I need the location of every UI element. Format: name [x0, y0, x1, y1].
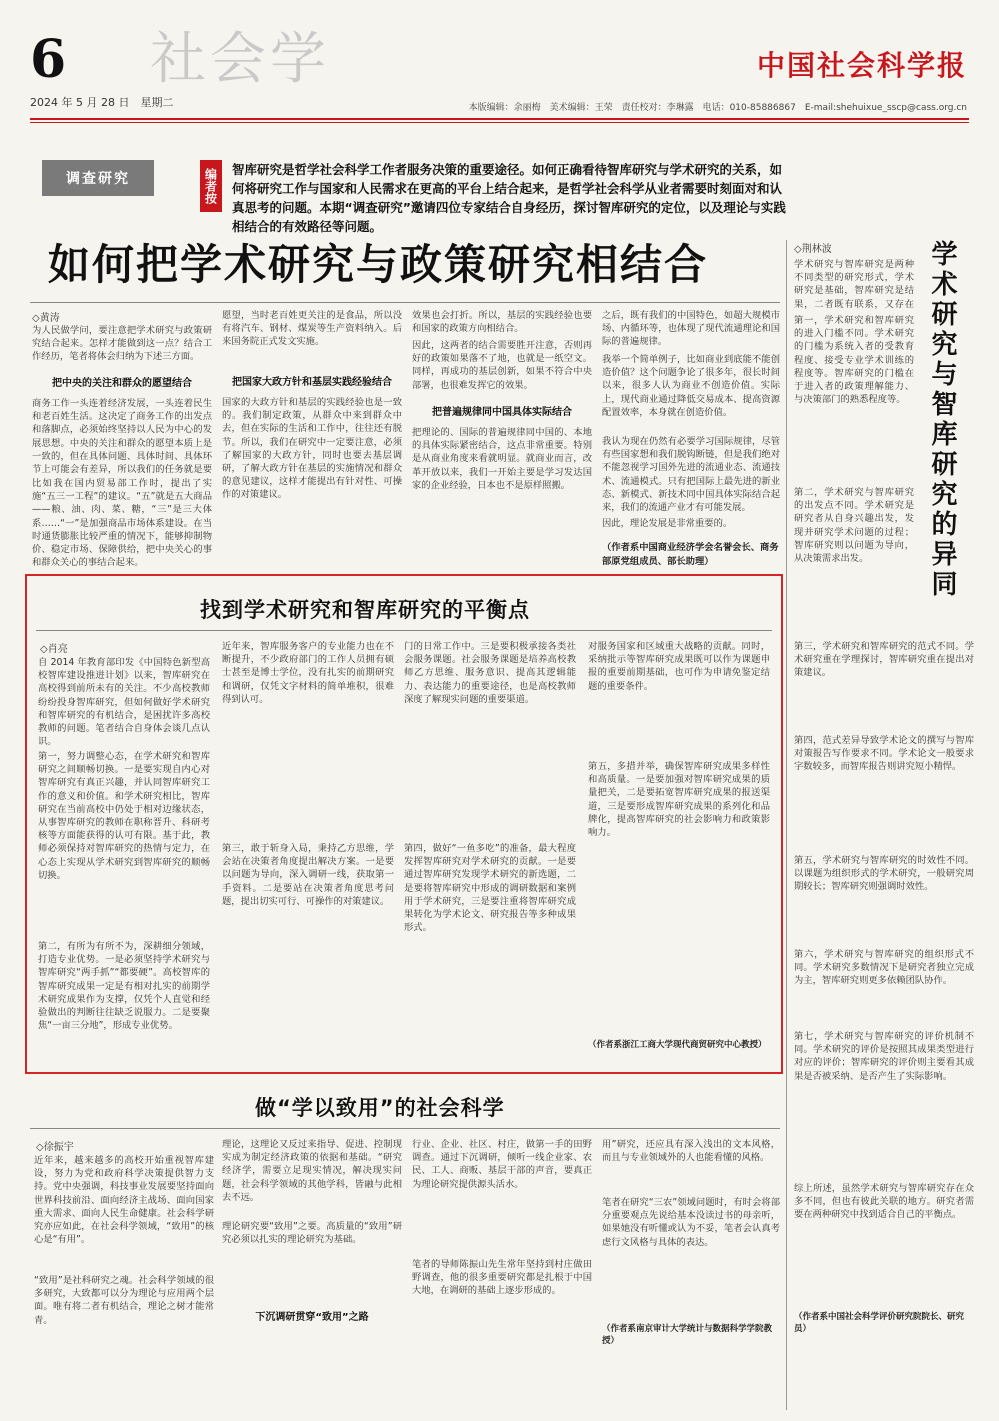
article1-para: 为人民做学问，要注意把学术研究与政策研究结合起来。怎样才能做到这一点？结合工作经历，笔者将体会归纳为下述三方面。	[32, 325, 212, 363]
article3-para: “致用”是社科研究之魂。社会科学领域的很多研究，大致都可以分为理论与应用两个层面。唯有将二者有机结合，理论之树才能常青。	[34, 1275, 214, 1326]
article3-para: 理论研究要“致用”之要。高质量的“致用”研究必须以扎实的理论研究为基础。	[222, 1221, 402, 1246]
article3-col3	[412, 1138, 592, 1376]
article1-headline: 如何把学术研究与政策研究相结合	[48, 240, 709, 289]
article1-subhead: 把中央的关注和群众的愿望结合	[52, 378, 192, 389]
article1-subhead: 把国家大政方针和基层实践经验结合	[232, 377, 392, 388]
masthead-rule	[30, 118, 969, 120]
article4-col-bottom	[794, 640, 974, 1334]
article2-para: 第一，努力调整心态，在学术研究和智库研究之间顺畅切换。一是要实现自内心对智库研究有真正兴趣，并认同智库研究工作的意义和价值。和学术研究相比，智库研究在当前高校中仍处于相对边缘状态，从事智库研究的教师在职称晋升、科研考核等方面能获得的认可有限。基于此，教师必须保持对智库研究的热情与定力，在心态上实现从学术研究到智库研究的顺畅切换。	[38, 751, 210, 881]
article1-col1	[32, 324, 212, 577]
article4-para: 第七，学术研究与智库研究的评价机制不同。学术研究的评价是按照其成果类型进行对应的评价；智库研究的评价则主要看其成果是否被采纳、是否产生了实际影响。	[794, 1031, 974, 1082]
article4-para: 第二，学术研究与智库研究的出发点不同。学术研究是研究者从自身兴趣出发，发现并研究学术问题的过程；智库研究则以问题为导向，从决策需求出发。	[794, 487, 914, 565]
paper-name: 中国社会科学报	[756, 49, 967, 82]
article3-para: 用”研究，还应具有深入浅出的文本风格，而且与专业领域外的人也能看懂的风格。	[602, 1139, 780, 1164]
article1-para: 愿望，当时老百姓更关注的是食品，所以没有将汽车、钢材、煤炭等生产资料纳入。后来国务院正式发文实施。	[222, 310, 402, 348]
article3-col1	[34, 1154, 214, 1374]
article2-para: 第四，做好“一鱼多吃”的准备，最大程度发挥智库研究对学术研究的贡献。一是要通过智库研究发现学术研究的新选题，二是要将智库研究中形成的调研数据和案例用于学术研究，三是要注重将智库研究成果转化为学术论文、研究报告等多种成果形式。	[404, 843, 576, 934]
masthead-rule-thin	[30, 122, 969, 123]
article4-para: 第三，学术研究和智库研究的范式不同。学术研究重在学理探讨，智库研究重在提出对策建议。	[794, 641, 974, 679]
article1-byline: ◇黄涛	[32, 313, 60, 324]
article2-para: 近年来，智库服务客户的专业能力也在不断提升，不少政府部门的工作人员拥有硕士甚至是博士学位，没有扎实的前期研究和调研，仅凭文字材料的简单堆积，很难得到认可。	[222, 641, 394, 705]
page-number: 6	[30, 29, 67, 90]
article3-para: 行业、企业、社区、村庄，做第一手的田野调查。通过下沉调研，倾听一线企业家、农民、工人、商贩、基层干部的声音，要真正为理论研究提供源头活水。	[412, 1139, 592, 1190]
article1-col3	[412, 309, 592, 576]
article2-col2	[222, 640, 394, 1042]
article1-para: 效果也会打折。所以，基层的实践经验也要和国家的政策方向相结合。	[412, 310, 592, 335]
article3-headline: 做“学以致用”的社会科学	[255, 1096, 505, 1120]
article3-col2	[222, 1138, 402, 1331]
article2-col1	[38, 656, 210, 1058]
editor-note: 智库研究是哲学社会科学工作者服务决策的重要途径。如何正确看待智库研究与学术研究的关系，如何将研究工作与国家和人民需求在更高的平台上结合起来，是哲学社会科学从业者需要时刻面对和认真思考的问题。本期“调查研究”邀请四位专家结合自身经历，探讨智库研究的定位，以及理论与实践相结合的有效路径等问题。	[232, 162, 786, 234]
article4-byline: ◇荆林波	[794, 244, 832, 255]
article2-para: 门的日常工作中。三是要积极承接各类社会服务课题。社会服务课题是培养高校教师乙方思维、服务意识、提高其逻辑能力、表达能力的重要途径，也是高校教师深度了解现实问题的重要渠道。	[404, 641, 576, 705]
article1-para: 我认为现在仍然有必要学习国际规律，尽管有些国家想和我们脱钩断链，但是我们绝对不能忽视学习国外先进的流通业态、流通技术、流通模式。只有把国际上最先进的新业态、新模式、新技术同中国具体实际结合起来，我们的流通产业才有可能发展。	[602, 436, 780, 514]
article1-para: 之后，既有我们的中国特色，如超大规模市场、内循环等，也体现了现代流通理论和国际的普遍规律。	[602, 310, 780, 348]
article1-col4	[602, 309, 780, 567]
article4-para: 第四，范式差异导致学术论文的撰写与智库对策报告写作要求不同。学术论文一般要求字数较多，而智库报告则讲究短小精悍。	[794, 735, 974, 773]
article2-rule	[36, 630, 772, 631]
article3-para: 理论，这理论又反过来指导、促进、控制现实成为制定经济政策的依据和基础。“研究经济学，需要立足现实情况，解决现实问题，社会科学领域的其他学科，皆融与此相去不远。	[222, 1139, 402, 1203]
column-label: 调查研究	[42, 160, 154, 196]
right-column-divider	[786, 240, 787, 1410]
article1-rule	[30, 302, 780, 303]
section-title: 社会学	[150, 27, 330, 92]
article2-para: 第二，有所为有所不为，深耕细分领域，打造专业优势。一是必须坚持学术研究与智库研究“两手抓”“都要硬”。高校智库的智库研究成果一定是有相对扎实的前期学术研究成果作为支撑，仅凭个人直觉和经验做出的判断往往缺乏说服力。二是要聚焦“一亩三分地”，形成专业优势。	[38, 941, 210, 1032]
article3-subhead: 下沉调研贯穿“致用”之路	[255, 1312, 369, 1323]
article4-para: 第六，学术研究与智库研究的组织形式不同。学术研究多数情况下是研究者独立完成为主，智库研究则更多依赖团队协作。	[794, 949, 974, 987]
article4-para: 综上所述，虽然学术研究与智库研究存在众多不同，但也有彼此关联的地方。研究者需要在两种研究中找到适合自己的平衡点。	[794, 1183, 974, 1221]
article3-para: 笔者在研究“三农”领域问题时，有时会将部分重要观点先说给基本没读过书的母亲听，如果她没有听懂或认为不妥，笔者会认真考虑行文风格与具体的表达。	[602, 1197, 780, 1248]
article3-author-note: （作者系南京审计大学统计与数据科学学院教授）	[602, 1324, 773, 1346]
article1-para: 因此，这两者的结合需要胜开注意，否则再好的政策如果落不了地，也就是一纸空文。同样，再成功的基层创新，如果不符合中央部署，也很难发挥它的效果。	[412, 340, 592, 391]
article3-para: 笔者的导师陈振山先生常年坚持到村庄做田野调查，他的很多重要研究都是扎根于中国大地，在调研的基础上逐步形成的。	[412, 1259, 592, 1297]
article1-para: 商务工作一头连着经济发展，一头连着民生和老百姓生活。这决定了商务工作的出发点和落脚点，必须始终坚持以人民为中心的发展思想。中央的关注和群众的愿望本质上是一致的，但在具体问题、具体时间、具体环节上可能会有差异，所以我们的任务就是要	[32, 398, 212, 475]
article1-subhead: 把普遍规律同中国具体实际结合	[432, 407, 572, 418]
article2-col4	[588, 640, 770, 1050]
editors-line: 本版编辑：余丽梅 美术编辑：王荣 责任校对：李琳露 电话：010-85886867 E-mail:shehuixue_sscp@cass.org.cn	[468, 103, 967, 113]
date-line: 2024 年 5 月 28 日 星期二	[30, 96, 174, 109]
article4-para: 第一，学术研究和智库研究的进入门槛不同。学术研究的门槛为系统入者的受教育程度、接受专业学术训练的程度等。智库研究的门槛在于进入者的政策理解能力、与决策部门的熟悉程度等。	[794, 315, 914, 406]
article2-para: 第五，多措并举，确保智库研究成果多样性和高质量。一是要加强对智库研究成果的质量把关，二是要拓宽智库研究成果的报送渠道，三是要形成智库研究成果的系列化和品牌化，提高智库研究的社会影响力和政策影响力。	[588, 761, 770, 839]
article1-author-note: （作者系中国商业经济学会名誉会长、商务部原党组成员、部长助理）	[602, 542, 779, 567]
article2-byline: ◇肖亮	[40, 644, 68, 655]
article3-para: 近年来，越来越多的高校开始重视智库建设，努力为党和政府科学决策提供智力支持。党中央强调，科技事业发展要坚持面向世界科技前沿、面向经济主战场、面向国家重大需求、面向人民生命健康。社会科学研究亦应如此，在社会科学领域，“致用”的核心是“有用”。	[34, 1155, 214, 1246]
article1-col2	[222, 309, 402, 576]
article2-headline: 找到学术研究和智库研究的平衡点	[200, 598, 530, 622]
editor-note-tag: 编者按	[200, 160, 222, 212]
article2-para: 第三，敢于斩身入局，秉持乙方思维，学会站在决策者角度提出解决方案。一是要以问题为导向，深入调研一线，获取第一手资料。二是要站在决策者角度思考问题，提出切实可行、可操作的对策建议。	[222, 843, 394, 907]
article4-headline: 学术研究与智库研究的异同	[927, 240, 957, 600]
article4-para: 学术研究与智库研究是两种不同类型的研究形式，学术研究是基础，智库研究是结果，二者既有联系，又存在	[794, 259, 914, 310]
article1-para: 把理论的、国际的普遍规律同中国的、本地的具体实际紧密结合，这点非常重要。特别是从商业角度来看就明显。就商业而言，改革开放以来，我们一开始主要是学习发达国家的企业经验，日本也不是原样照搬。	[412, 427, 592, 491]
article2-author-note: （作者系浙江工商大学现代商贸研究中心教授）	[588, 1040, 767, 1050]
article1-para: 国家的大政方针和基层的实践经验也是一致的。我们制定政策，从群众中来到群众中去，但在实际的生活和工作中，往往还有脱节。所以，我们在研究中一定要注意，必须了解国家的大政方针，同时也要去基层调研，了解大政方针在基层的实施情况和群众的意见建议，这样才能提出有针对性、可操作的对策建议。	[222, 397, 402, 501]
article4-author-note: （作者系中国社会科学评价研究院院长、研究员）	[794, 1312, 965, 1334]
article1-para: 我举一个简单例子，比如商业到底能不能创造价值？这个问题争论了很多年，很长时间以来，很多人认为商业不创造价值。实际上，现代商业通过降低交易成本、提高资源配置效率，本身就在创造价值。	[602, 354, 780, 418]
article1-para: 因此，理论发展是非常重要的。	[602, 518, 733, 529]
article2-para: 对服务国家和区域重大战略的贡献。同时，采纳批示等智库研究成果既可以作为课题申报的重要前期基础，也可作为申请免鉴定结题的重要条件。	[588, 641, 770, 692]
article1-para: 比如我在国内贸易部工作时，提出了实施“五三一工程”的建议。“五”就是五大商品——粮、油、肉、菜、糖，“三”是三大体系……“一”是加强商品市场体系建设。在当时通货膨胀比较严重的情况下，能够抑制物价、稳定市场、保障供给，把中央关心的事和群众关心的事结合起来。	[32, 478, 212, 569]
article3-byline: ◇徐振宇	[36, 1142, 74, 1153]
article2-col3	[404, 640, 576, 1052]
article3-rule	[30, 1128, 780, 1129]
article4-col-top	[794, 258, 914, 626]
article2-para: 自 2014 年教育部印发《中国特色新型高校智库建设推进计划》以来，智库研究在高校得到前所未有的关注。不少高校教师纷纷投身智库研究，但如何做好学术研究和智库研究的有机结合，是困扰许多高校教师的问题。笔者结合自身体会谈几点认识。	[38, 657, 210, 748]
article3-col4	[602, 1138, 780, 1346]
article4-para: 第五，学术研究与智库研究的时效性不同。以课题为组织形式的学术研究，一般研究周期较长；智库研究则强调时效性。	[794, 855, 974, 893]
